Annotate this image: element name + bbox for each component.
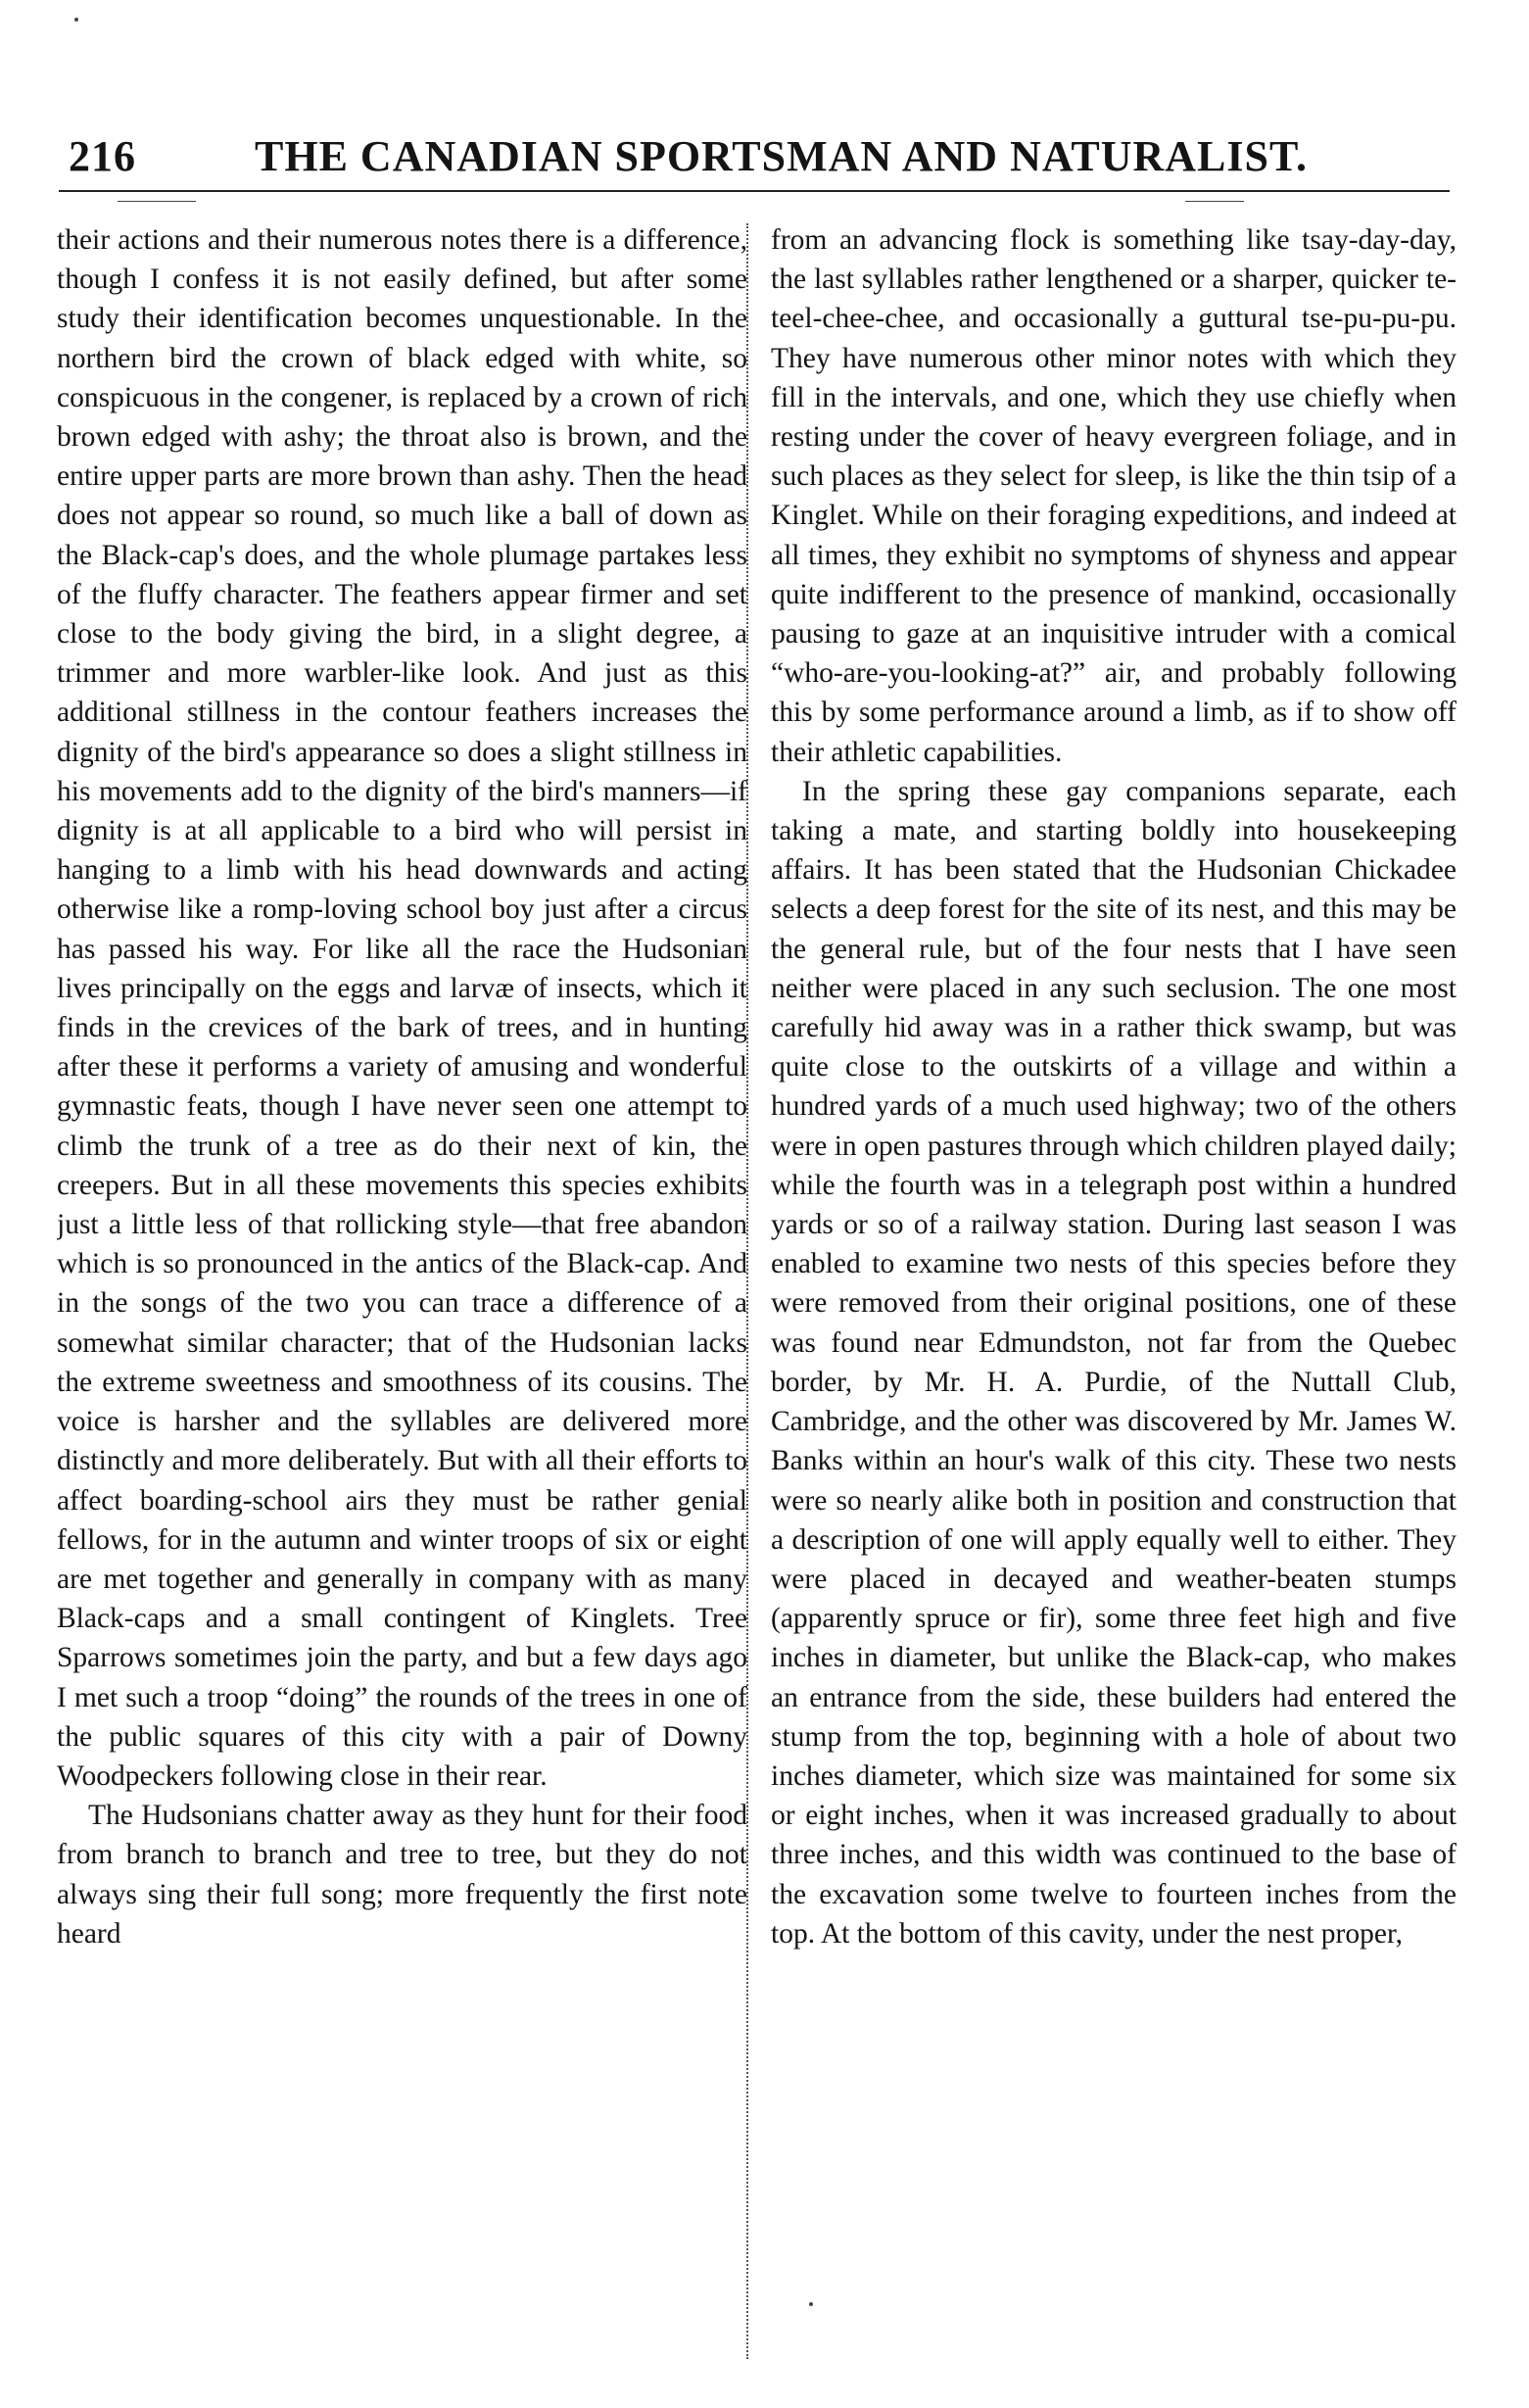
print-speck: [809, 2302, 813, 2306]
running-head: [59, 125, 1450, 194]
column-divider: [746, 223, 748, 2359]
journal-title: THE CANADIAN SPORTSMAN AND NATURALIST.: [255, 132, 1309, 180]
paragraph: The Hudsonians chatter away as they hunt for their food from branch to branch and tree to tree, but they do not always sing their full song; more frequently the first note heard: [57, 1800, 747, 1950]
page-number: 216: [69, 132, 136, 180]
header-rule: [59, 190, 1450, 192]
paragraph: from an advancing flock is something like tsay-day-day, the last syllables rather lengthened or a sharper, quicker te-teel-chee-chee, and occasionally a guttural tse-pu-pu-pu. They have numerous other minor notes with which they fill in the intervals, and one, which they use chiefly when resting under the cover of heavy evergreen foliage, and in such places as they select for sleep, is like the thin tsip of a Kinglet. While on their foraging expeditions, and indeed at all times, they exhibit no symptoms of shyness and appear quite indifferent to the presence of mankind, occasionally pausing to gaze at an inquisitive intruder with a comical “who-are-you-looking-at?” air, and probably following this by some performance around a limb, as if to show off their athletic capabilities.: [771, 224, 1457, 768]
column-head-rule-left: [118, 201, 196, 202]
text-column-left: [57, 220, 747, 2376]
print-speck: [74, 18, 78, 22]
paragraph: In the spring these gay companions separate, each taking a mate, and starting boldly into housekeeping affairs. It has been stated that the Hudsonian Chickadee selects a deep forest for the site of its nest, and this may be the general rule, but of the four nests that I have seen neither were placed in any such seclusion. The one most carefully hid away was in a rather thick swamp, but was quite close to the outskirts of a village and within a hundred yards of a much used highway; two of the others were in open pastures through which children played daily; while the fourth was in a telegraph post within a hundred yards or so of a railway station. During last season I was enabled to examine two nests of this species before they were removed from their original positions, one of these was found near Edmundston, not far from the Quebec border, by Mr. H. A. Purdie, of the Nuttall Club, Cambridge, and the other was discovered by Mr. James W. Banks within an hour's walk of this city. These two nests were so nearly alike both in position and construction that a description of one will apply equally well to either. They were placed in decayed and weather-beaten stumps (apparently spruce or fir), some three feet high and five inches in diameter, but unlike the Black-cap, who makes an entrance from the side, these builders had entered the stump from the top, beginning with a hole of about two inches diameter, which size was maintained for some six or eight inches, when it was increased gradually to about three inches, and this width was continued to the base of the excavation some twelve to fourteen inches from the top. At the bottom of this cavity, under the nest proper,: [771, 775, 1457, 1950]
paragraph: their actions and their numerous notes there is a difference, though I confess it is not easily defined, but after some study their identification becomes unquestionable. In the northern bird the crown of black edged with white, so conspicuous in the congener, is replaced by a crown of rich brown edged with ashy; the throat also is brown, and the entire upper parts are more brown than ashy. Then the head does not appear so round, so much like a ball of down as the Black-cap's does, and the whole plumage partakes less of the fluffy character. The feathers appear firmer and set close to the body giving the bird, in a slight degree, a trimmer and more warbler-like look. And just as this additional stillness in the contour feathers increases the dignity of the bird's appearance so does a slight stillness in his movements add to the dignity of the bird's manners—if dignity is at all applicable to a bird who will persist in hanging to a limb with his head downwards and acting otherwise like a romp-loving school boy just after a circus has passed his way. For like all the race the Hudsonian lives principally on the eggs and larvæ of insects, which it finds in the crevices of the bark of trees, and in hunting after these it performs a variety of amusing and wonderful gymnastic feats, though I have never seen one attempt to climb the trunk of a tree as do their next of kin, the creepers. But in all these movements this species exhibits just a little less of that rollicking style—that free abandon which is so pronounced in the antics of the Black-cap. And in the songs of the two you can trace a difference of a somewhat similar character; that of the Hudsonian lacks the extreme sweetness and smoothness of its cousins. The voice is harsher and the syllables are delivered more distinctly and more deliberately. But with all their efforts to affect boarding-school airs they must be rather genial fellows, for in the autumn and winter troops of six or eight are met together and generally in company with as many Black-caps and a small contingent of Kinglets. Tree Sparrows sometimes join the party, and but a few days ago I met such a troop “doing” the rounds of the trees in one of the public squares of this city with a pair of Downy Woodpeckers following close in their rear.: [57, 224, 747, 1792]
column-head-rule-right: [1185, 201, 1244, 202]
text-column-right: [771, 220, 1457, 2376]
